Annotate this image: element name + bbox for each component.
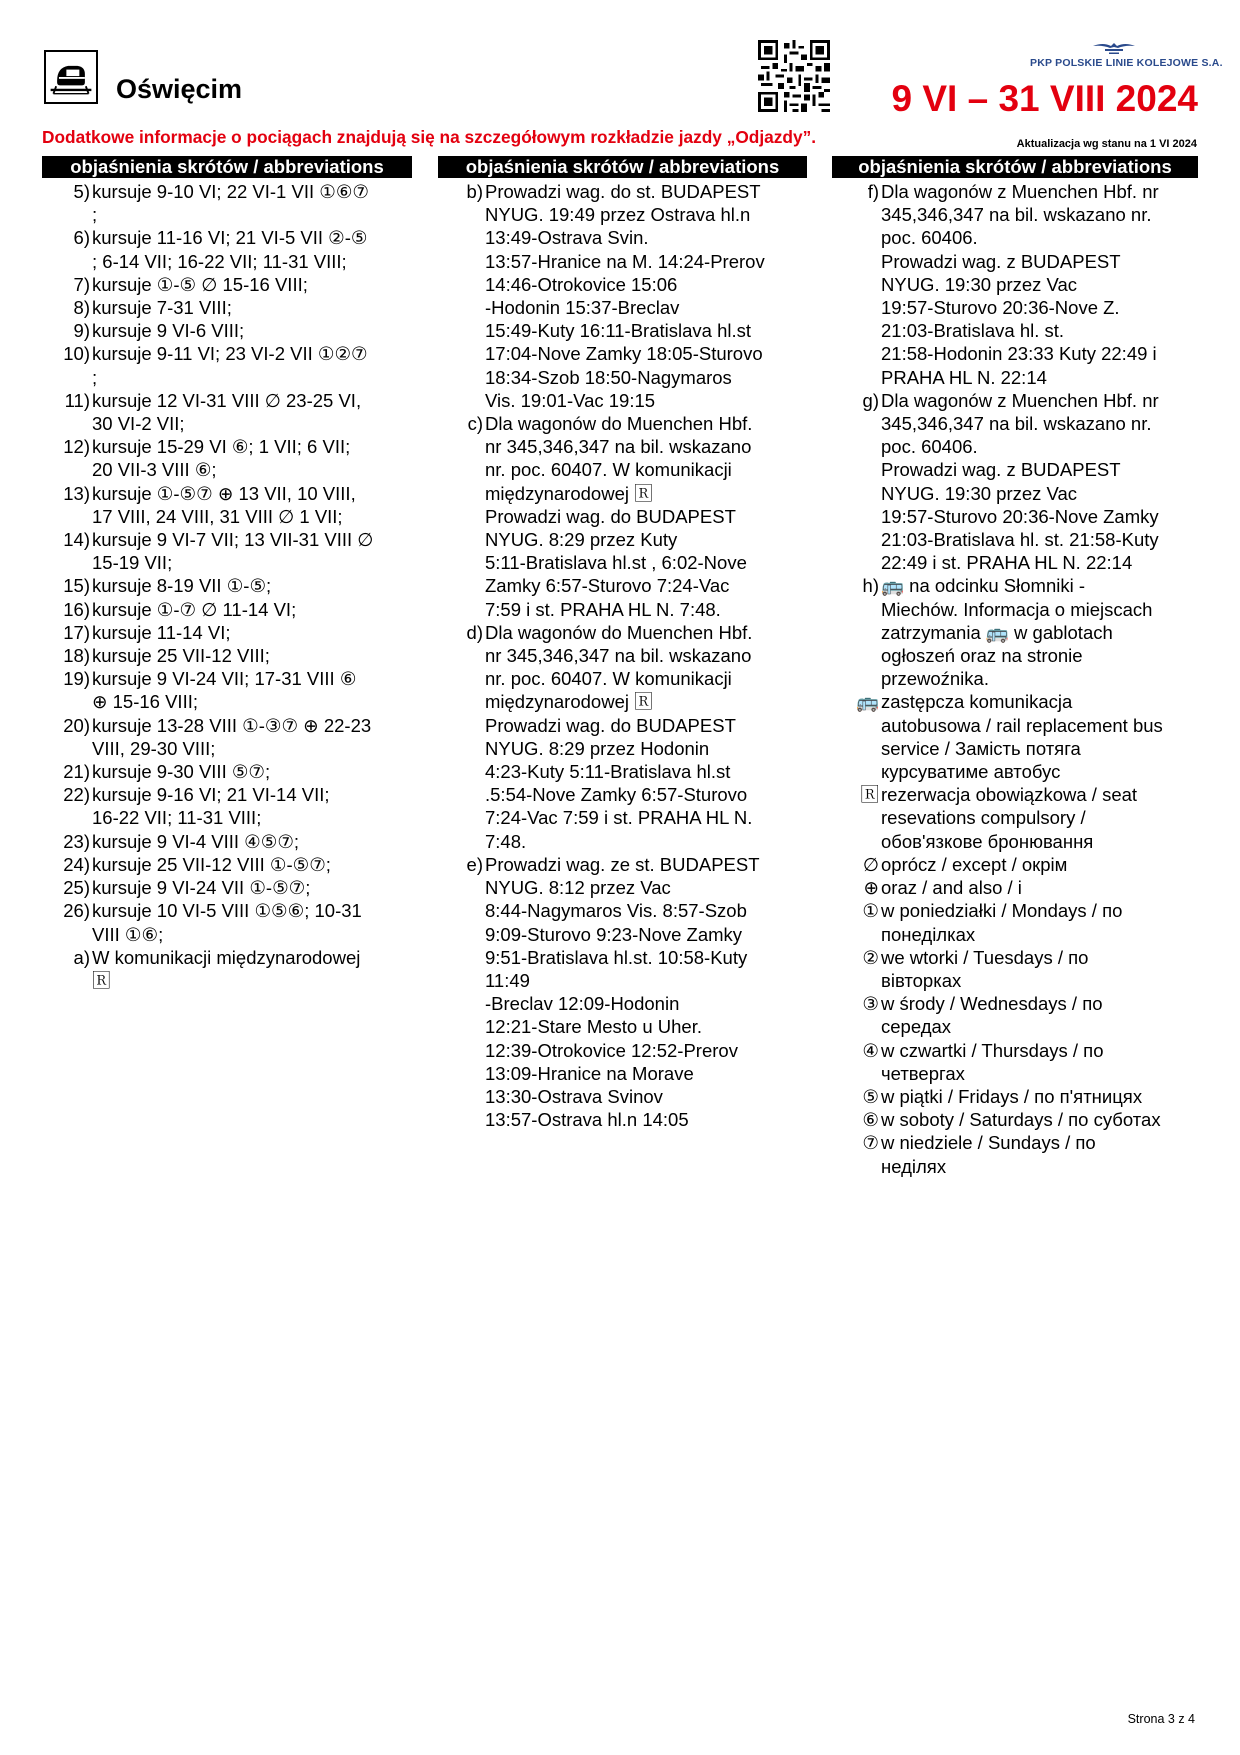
entry-text: 🚌 na odcinku Słomniki - Miechów. Informacja o miejscach zatrzymania 🚌 w gablotach ogłoszeń oraz na stronie przewoźnika. bbox=[881, 575, 1153, 690]
entry-key: 21) bbox=[63, 761, 90, 783]
entry-text: Dla wagonów z Muenchen Hbf. nr 345,346,347 na bil. wskazano nr. poc. 60406. Prowadzi wag. z BUDAPEST NYUG. 19:30 przez Vac 19:57-Sturovo 20:36-Nove Zamky 21:03-Bratislava hl. st. 21:58-Kuty 22:49 i st. PRAHA HL N. 22:14 bbox=[881, 389, 1159, 574]
column-heading: objaśnienia skrótów / abbreviations bbox=[42, 156, 412, 178]
entry-text: w czwartki / Thursdays / по четвергах bbox=[881, 1039, 1104, 1084]
abbreviation-entry bbox=[42, 598, 412, 621]
entry-key: ∅ bbox=[862, 853, 879, 875]
entry-text: kursuje 9 VI-6 VIII; bbox=[92, 320, 245, 342]
entry-key: 11) bbox=[64, 389, 90, 411]
entry-text: Dla wagonów do Muenchen Hbf. nr 345,346,347 na bil. wskazano nr. poc. 60407. W komunikacji międzynarodowej 🅁 Prowadzi wag. do BUDAPEST NYUG. 8:29 przez Hodonin 4:23-Kuty 5:11-Bratislava hl.st .5:54-Nove Zamky 6:57-Sturovo 7:24-Vac 7:59 i st. PRAHA HL N. 7:48. bbox=[485, 621, 753, 852]
column-heading: objaśnienia skrótów / abbreviations bbox=[438, 156, 807, 178]
entry-key: c) bbox=[467, 413, 483, 435]
abbreviation-entry bbox=[832, 690, 1198, 783]
abbreviation-entry bbox=[42, 319, 412, 342]
entry-text: w poniedziałki / Mondays / по понеділках bbox=[881, 900, 1123, 945]
entry-text: Dla wagonów do Muenchen Hbf. nr 345,346,347 na bil. wskazano nr. poc. 60407. W komunikacji międzynarodowej 🅁 Prowadzi wag. do BUDAPEST NYUG. 8:29 przez Kuty 5:11-Bratislava hl.st , 6:02-Nove Zamky 6:57-Sturovo 7:24-Vac 7:59 i st. PRAHA HL N. 7:48. bbox=[485, 413, 753, 620]
entry-text: w soboty / Saturdays / по суботах bbox=[881, 1109, 1161, 1131]
validity-period: 9 VI – 31 VIII 2024 bbox=[891, 78, 1198, 119]
entry-text: oraz / and also / і bbox=[881, 877, 1022, 899]
abbreviation-entry bbox=[438, 412, 807, 621]
entry-text: kursuje ①-⑦ ∅ 11-14 VI; bbox=[92, 598, 297, 620]
entry-text: kursuje 11-14 VI; bbox=[92, 621, 231, 643]
entry-key: ④ bbox=[862, 1039, 879, 1061]
abbreviation-entry bbox=[438, 853, 807, 1131]
abbreviation-entry bbox=[42, 876, 412, 899]
entry-text: kursuje 12 VI-31 VIII ∅ 23-25 VI, 30 VI-2 VII; bbox=[92, 389, 362, 435]
abbreviation-entry bbox=[832, 1039, 1198, 1085]
entry-key: ⊕ bbox=[863, 877, 879, 899]
entry-text: kursuje 25 VII-12 VIII ①-⑤⑦; bbox=[92, 853, 331, 875]
abbreviation-entry bbox=[832, 389, 1198, 575]
abbreviation-entry bbox=[42, 574, 412, 597]
abbreviations-list bbox=[438, 180, 807, 1131]
abbreviation-entry bbox=[42, 714, 412, 760]
abbreviation-entry bbox=[42, 621, 412, 644]
entry-text: kursuje 9 VI-4 VIII ④⑤⑦; bbox=[92, 830, 300, 852]
abbreviation-entry bbox=[42, 644, 412, 667]
entry-key: ⑤ bbox=[862, 1085, 879, 1107]
entry-key: 19) bbox=[63, 668, 90, 690]
entry-key: ① bbox=[862, 900, 879, 922]
abbreviation-entry bbox=[42, 296, 412, 319]
entry-key: 5) bbox=[73, 181, 90, 202]
entry-text: kursuje 25 VII-12 VIII; bbox=[92, 645, 270, 667]
entry-key: b) bbox=[466, 181, 483, 202]
entry-key: 🚌 bbox=[855, 691, 879, 713]
entry-text: w niedziele / Sundays / по неділях bbox=[881, 1132, 1096, 1177]
abbreviation-entry bbox=[42, 946, 412, 992]
entry-key: 25) bbox=[63, 877, 90, 899]
entry-text: kursuje 8-19 VII ①-⑤; bbox=[92, 575, 272, 597]
entry-key: ⑦ bbox=[862, 1132, 879, 1154]
entry-text: kursuje 9-16 VI; 21 VI-14 VII; 16-22 VII; 11-31 VIII; bbox=[92, 784, 330, 829]
entry-text: kursuje ①-⑤ ∅ 15-16 VIII; bbox=[92, 273, 308, 295]
entry-text: kursuje 7-31 VIII; bbox=[92, 297, 232, 319]
entry-key: g) bbox=[862, 389, 879, 411]
page-number: Strona 3 z 4 bbox=[1127, 1712, 1195, 1726]
entry-key: 9) bbox=[73, 320, 90, 342]
entry-key: 17) bbox=[63, 621, 90, 643]
entry-text: rezerwacja obowiązkowa / seat resevations compulsory / обов'язкове бронювання bbox=[881, 784, 1138, 852]
entry-text: w środy / Wednesdays / по середах bbox=[881, 993, 1103, 1038]
abbreviation-entry bbox=[832, 853, 1198, 876]
abbreviation-entry bbox=[42, 389, 412, 435]
entry-key: 22) bbox=[63, 784, 90, 806]
entry-key: ③ bbox=[862, 993, 879, 1015]
entry-text: kursuje 9-30 VIII ⑤⑦; bbox=[92, 761, 271, 783]
abbreviation-entry bbox=[42, 226, 412, 272]
station-name: Oświęcim bbox=[116, 74, 243, 104]
entry-key: h) bbox=[862, 575, 879, 597]
operator-name: PKP POLSKIE LINIE KOLEJOWE S.A. bbox=[1030, 57, 1223, 69]
pkp-plk-logo bbox=[1030, 40, 1223, 74]
entry-key: 14) bbox=[63, 529, 90, 551]
abbreviations-column-2 bbox=[438, 156, 807, 1131]
abbreviation-entry bbox=[42, 482, 412, 528]
abbreviation-entry bbox=[832, 180, 1198, 389]
entry-text: kursuje 11-16 VI; 21 VI-5 VII ②-⑤ ; 6-14 VII; 16-22 VII; 11-31 VIII; bbox=[92, 227, 368, 272]
entry-key: 12) bbox=[63, 436, 90, 458]
abbreviation-entry bbox=[42, 342, 412, 388]
abbreviations-column-1 bbox=[42, 156, 412, 992]
entry-text: kursuje 9 VI-24 VII; 17-31 VIII ⑥ ⊕ 15-16 VIII; bbox=[92, 668, 357, 713]
abbreviation-entry bbox=[438, 621, 807, 853]
entry-key: ⑥ bbox=[862, 1109, 879, 1131]
entry-text: zastępcza komunikacja autobusowa / rail replacement bus service / Замість потяга курсуватиме автобус bbox=[881, 691, 1163, 783]
entry-key: 6) bbox=[73, 227, 90, 249]
entry-text: w piątki / Fridays / по п'ятницях bbox=[881, 1085, 1143, 1107]
abbreviation-entry bbox=[42, 667, 412, 713]
entry-key: 26) bbox=[63, 900, 90, 922]
entry-key: ② bbox=[862, 946, 879, 968]
entry-text: Prowadzi wag. do st. BUDAPEST NYUG. 19:49 przez Ostrava hl.n 13:49-Ostrava Svin. 13:57-Hranice na M. 14:24-Prerov 14:46-Otrokovice 15:06 -Hodonin 15:37-Breclav 15:49-Kuty 16:11-Bratislava hl.st 17:04-Nove Zamky 18:05-Sturovo 18:34-Szob 18:50-Nagymaros Vis. 19:01-Vac 19:15 bbox=[485, 181, 765, 411]
entry-text: kursuje ①-⑤⑦ ⊕ 13 VII, 10 VIII, 17 VIII, 24 VIII, 31 VIII ∅ 1 VII; bbox=[92, 482, 356, 527]
entry-text: kursuje 9 VI-24 VII ①-⑤⑦; bbox=[92, 877, 311, 899]
abbreviation-entry bbox=[438, 180, 807, 412]
entry-text: kursuje 9 VI-7 VII; 13 VII-31 VIII ∅ 15-19 VII; bbox=[92, 529, 374, 574]
entry-key: f) bbox=[867, 181, 879, 202]
abbreviation-entry bbox=[832, 946, 1198, 992]
entry-key: 24) bbox=[63, 853, 90, 875]
abbreviation-entry bbox=[42, 435, 412, 481]
entry-key: 8) bbox=[73, 297, 90, 319]
column-heading: objaśnienia skrótów / abbreviations bbox=[832, 156, 1198, 178]
entry-key: 🅁 bbox=[860, 784, 879, 806]
entry-text: W komunikacji międzynarodowej 🅁 bbox=[92, 946, 361, 991]
abbreviation-entry bbox=[832, 876, 1198, 899]
abbreviations-column-3 bbox=[832, 156, 1198, 1178]
entry-key: d) bbox=[466, 621, 483, 643]
abbreviations-list bbox=[42, 180, 412, 992]
abbreviation-entry bbox=[832, 783, 1198, 853]
train-icon bbox=[44, 50, 98, 104]
abbreviation-entry bbox=[832, 1108, 1198, 1131]
update-date: Aktualizacja wg stanu na 1 VI 2024 bbox=[1016, 138, 1197, 150]
abbreviation-entry bbox=[42, 899, 412, 945]
entry-text: kursuje 10 VI-5 VIII ①⑤⑥; 10-31 VIII ①⑥; bbox=[92, 900, 362, 945]
abbreviation-entry bbox=[832, 899, 1198, 945]
entry-text: kursuje 13-28 VIII ①-③⑦ ⊕ 22-23 VIII, 29-30 VIII; bbox=[92, 714, 372, 759]
entry-key: e) bbox=[466, 853, 483, 875]
entry-key: 16) bbox=[63, 598, 90, 620]
entry-key: 20) bbox=[63, 714, 90, 736]
entry-key: 13) bbox=[63, 482, 90, 504]
info-notice: Dodatkowe informacje o pociągach znajdują się na szczegółowym rozkładzie jazdy „Odjazdy”. bbox=[42, 127, 817, 147]
entry-text: Dla wagonów z Muenchen Hbf. nr 345,346,347 na bil. wskazano nr. poc. 60406. Prowadzi wag. z BUDAPEST NYUG. 19:30 przez Vac 19:57-Sturovo 20:36-Nove Z. 21:03-Bratislava hl. st. 21:58-Hodonin 23:33 Kuty 22:49 i PRAHA HL N. 22:14 bbox=[881, 181, 1159, 388]
abbreviations-list bbox=[832, 180, 1198, 1178]
abbreviation-entry bbox=[42, 273, 412, 296]
abbreviation-entry bbox=[42, 180, 412, 226]
entry-text: kursuje 9-11 VI; 23 VI-2 VII ①②⑦ ; bbox=[92, 343, 368, 388]
entry-key: 15) bbox=[63, 575, 90, 597]
entry-text: we wtorki / Tuesdays / по вівторках bbox=[881, 946, 1089, 991]
entry-key: 23) bbox=[63, 830, 90, 852]
entry-text: kursuje 9-10 VI; 22 VI-1 VII ①⑥⑦ ; bbox=[92, 181, 370, 226]
abbreviation-entry bbox=[42, 830, 412, 853]
entry-key: 10) bbox=[63, 343, 90, 365]
entry-key: 18) bbox=[63, 645, 90, 667]
abbreviation-entry bbox=[832, 1085, 1198, 1108]
abbreviation-entry bbox=[832, 1131, 1198, 1177]
entry-text: kursuje 15-29 VI ⑥; 1 VII; 6 VII; 20 VII-3 VIII ⑥; bbox=[92, 436, 351, 481]
entry-text: Prowadzi wag. ze st. BUDAPEST NYUG. 8:12 przez Vac 8:44-Nagymaros Vis. 8:57-Szob 9:09-Sturovo 9:23-Nove Zamky 9:51-Bratislava hl.st. 10:58-Kuty 11:49 -Breclav 12:09-Hodonin 12:21-Stare Mesto u Uher. 12:39-Otrokovice 12:52-Prerov 13:09-Hranice na Morave 13:30-Ostrava Svinov 13:57-Ostrava hl.n 14:05 bbox=[485, 853, 760, 1131]
abbreviation-entry bbox=[42, 528, 412, 574]
abbreviation-entry bbox=[832, 574, 1198, 690]
abbreviation-entry bbox=[832, 992, 1198, 1038]
qr-code[interactable] bbox=[758, 40, 830, 112]
entry-text: oprócz / except / окрім bbox=[881, 853, 1068, 875]
entry-key: a) bbox=[73, 946, 90, 968]
abbreviation-entry bbox=[42, 853, 412, 876]
entry-key: 7) bbox=[73, 273, 90, 295]
abbreviation-entry bbox=[42, 783, 412, 829]
abbreviation-entry bbox=[42, 760, 412, 783]
